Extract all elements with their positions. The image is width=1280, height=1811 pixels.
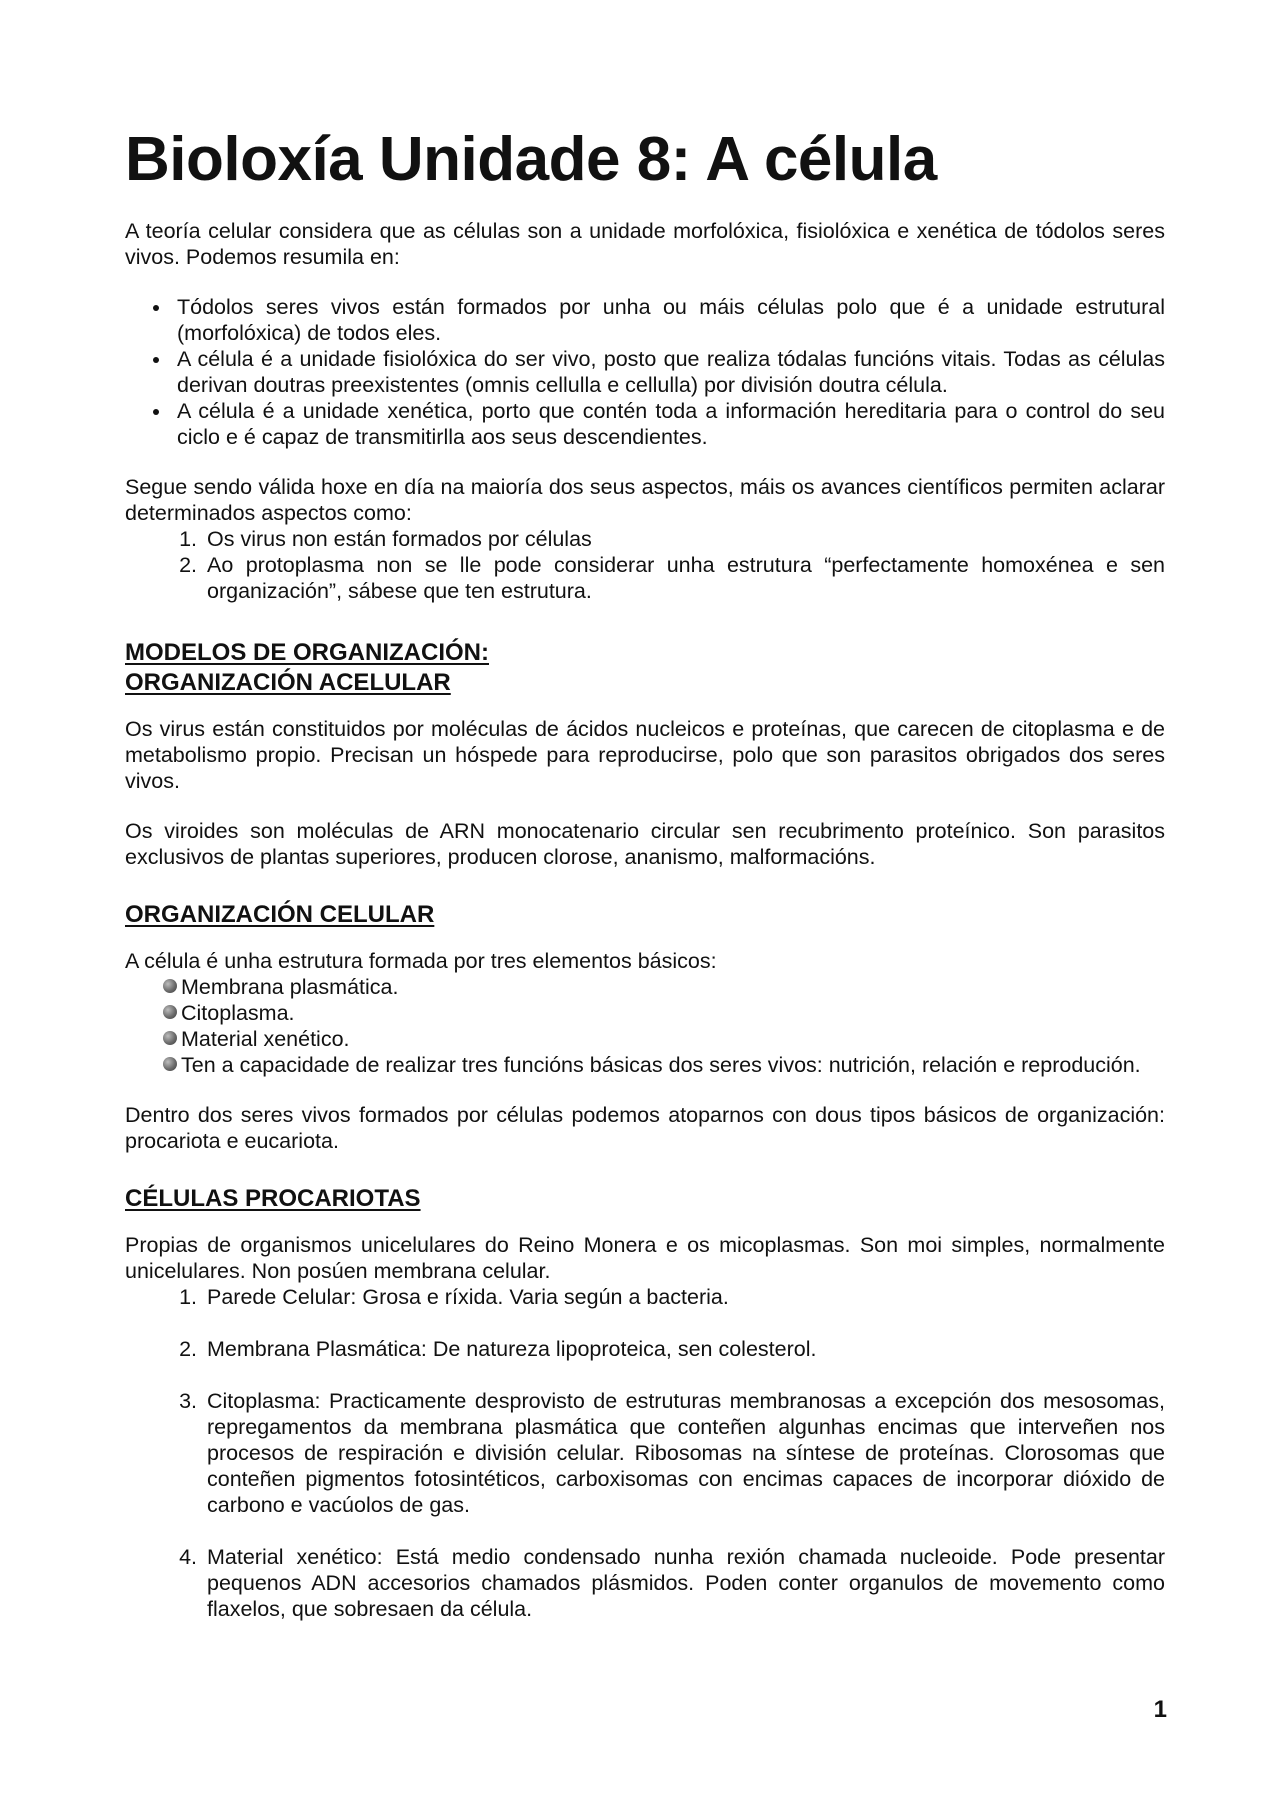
list-item: 2. Membrana Plasmática: De natureza lipoproteica, sen colesterol.: [203, 1336, 1165, 1362]
validity-paragraph: Segue sendo válida hoxe en día na maioría dos seus aspectos, máis os avances científicos permiten aclarar determinados aspectos como:: [125, 475, 1165, 526]
cellular-intro: A célula é unha estrutura formada por tres elementos básicos:: [125, 949, 717, 974]
section-heading-prokaryotes: CÉLULAS PROCARIOTAS: [125, 1185, 421, 1213]
list-item: Citoplasma.: [181, 1000, 1165, 1026]
section-heading-models: MODELOS DE ORGANIZACIÓN:: [125, 639, 489, 667]
list-item: 4. Material xenético: Está medio condensado nunha rexión chamada nucleoide. Pode presentar pequenos ADN accesorios chamados plásmidos. Poden conter organulos de movemento como flaxelos, que sobresaen da célula.: [203, 1544, 1165, 1622]
section-heading-acellular: ORGANIZACIÓN ACELULAR: [125, 669, 451, 697]
list-item: A célula é a unidade xenética, porto que contén toda a información hereditaria para o control do seu ciclo e é capaz de transmitirlla aos seus descendientes.: [177, 399, 1165, 450]
bullet-icon: [163, 1057, 177, 1071]
viroid-paragraph: Os viroides son moléculas de ARN monocatenario circular sen recubrimento proteínico. Son parasitos exclusivos de plantas superiores, producen clorose, ananismo, malformacións.: [125, 819, 1165, 870]
list-item: Material xenético.: [181, 1026, 1165, 1052]
bullet-icon: [163, 1005, 177, 1019]
validity-list: [125, 526, 1165, 604]
list-item: Membrana plasmática.: [181, 974, 1165, 1000]
virus-paragraph: Os virus están constituidos por moléculas de ácidos nucleicos e proteínas, que carecen de citoplasma e de metabolismo propio. Precisan un hóspede para reproducirse, polo que son parasitos obrigados dos seres vivos.: [125, 717, 1165, 794]
document-page: [125, 126, 1165, 1622]
cell-theory-list: [125, 294, 1165, 450]
list-item: Tódolos seres vivos están formados por unha ou máis células polo que é a unidade estrutural (morfolóxica) de todos eles.: [177, 295, 1165, 346]
page-title: Bioloxía Unidade 8: A célula: [125, 125, 937, 194]
list-item: 2. Ao protoplasma non se lle pode considerar unha estrutura “perfectamente homoxénea e sen organización”, sábese que ten estrutura.: [203, 552, 1165, 604]
prokaryote-parts-list: [125, 1284, 1165, 1622]
prokaryotes-intro: Propias de organismos unicelulares do Reino Monera e os micoplasmas. Son moi simples, normalmente unicelulares. Non posúen membrana celular.: [125, 1233, 1165, 1284]
cellular-closing: Dentro dos seres vivos formados por células podemos atoparnos con dous tipos básicos de organización: procariota e eucariota.: [125, 1103, 1165, 1154]
bullet-icon: [163, 979, 177, 993]
list-item: 1. Os virus non están formados por células: [203, 526, 1165, 552]
page-number: 1: [1153, 1696, 1167, 1723]
bullet-icon: [163, 1031, 177, 1045]
cell-elements-list: [125, 974, 1165, 1078]
list-item: A célula é a unidade fisiolóxica do ser vivo, posto que realiza tódalas funcións vitais. Todas as células derivan doutras preexistentes (omnis cellulla e cellulla) por división doutra célula.: [177, 347, 1165, 398]
list-item: 1. Parede Celular: Grosa e ríxida. Varia según a bacteria.: [203, 1284, 1165, 1310]
section-heading-cellular: ORGANIZACIÓN CELULAR: [125, 901, 435, 929]
intro-paragraph: A teoría celular considera que as células son a unidade morfolóxica, fisiolóxica e xenética de tódolos seres vivos. Podemos resumila en:: [125, 219, 1165, 270]
list-item: Ten a capacidade de realizar tres funcións básicas dos seres vivos: nutrición, relación e reprodución.: [181, 1052, 1165, 1078]
list-item: 3. Citoplasma: Practicamente desprovisto de estruturas membranosas a excepción dos mesosomas, repregamentos da membrana plasmática que conteñen algunhas encimas que interveñen nos procesos de respiración e división celular. Ribosomas na síntese de proteínas. Clorosomas que conteñen pigmentos fotosintéticos, carboxisomas con encimas capaces de incorporar dióxido de carbono e vacúolos de gas.: [203, 1388, 1165, 1518]
